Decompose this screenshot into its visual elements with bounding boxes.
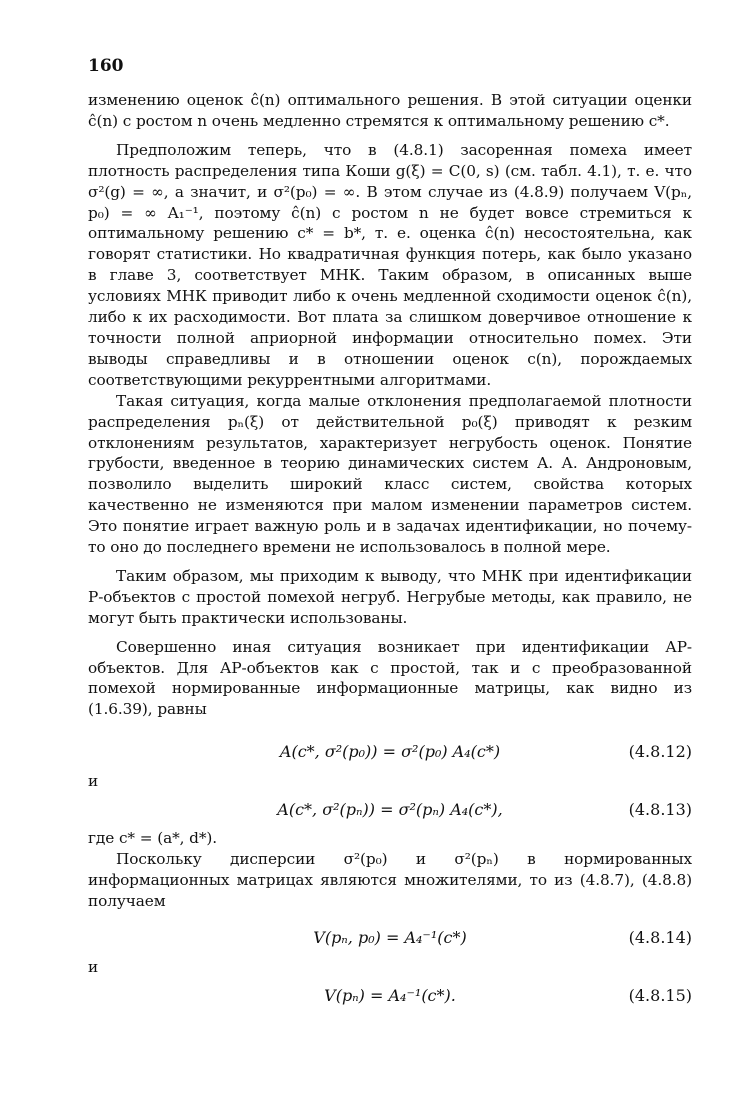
equation-number: (4.8.12): [628, 742, 692, 762]
conjunction: и: [88, 772, 99, 791]
equation-4-8-15: [88, 984, 692, 1008]
equation-4-8-14: [88, 926, 692, 950]
equation-text: A(c*, σ²(p₀)) = σ²(p₀) A₄(c*): [279, 742, 501, 762]
where-line: где c* = (a*, d*).: [88, 829, 218, 848]
equation-number: (4.8.13): [628, 800, 692, 820]
paragraph-1: изменению оценок ĉ(n) оптимального решения. В этой ситуации оценки ĉ(n) с ростом n очень медленно стремятся к оптимальному решению c*.: [88, 91, 692, 130]
equation-text: V(pₙ, p₀) = A₄⁻¹(c*): [313, 927, 467, 947]
equation-4-8-12: [88, 740, 692, 764]
paragraph-5: Совершенно иная ситуация возникает при идентификации АР-объектов. Для АР-объектов как с простой, так и с преобразованной помехой нормированные информационные матрицы, как видно из (1.6.39), равны: [88, 637, 692, 719]
equation-number: (4.8.14): [628, 927, 692, 947]
equation-text: A(c*, σ²(pₙ)) = σ²(pₙ) A₄(c*),: [277, 800, 503, 820]
page: [88, 54, 692, 1014]
page-number: 160: [88, 56, 124, 76]
conjunction: и: [88, 957, 99, 976]
equation-4-8-13: [88, 798, 692, 822]
paragraph-3: Такая ситуация, когда малые отклонения предполагаемой плотности распределения pₙ(ξ) от действительной p₀(ξ) приводят к резким отклонениям результатов, характеризует негрубость оценок. Понятие грубости, введенное в теорию динамических систем А. А. Андроновым, позволило выделить широкий класс систем, свойства которых качественно не изменяются при малом изменении параметров систем. Это понятие играет важную роль и в задачах идентификации, но почему-то оно до последнего времени не использовалось в полной мере.: [88, 391, 692, 557]
paragraph-2: Предположим теперь, что в (4.8.1) засоренная помеха имеет плотность распределения типа Коши g(ξ) = C(0, s) (см. табл. 4.1), т. е. что σ²(g) = ∞, а значит, и σ²(p₀) = ∞. В этом случае из (4.8.9) получаем V(pₙ, p₀) = ∞ A₁⁻¹, поэтому ĉ(n) с ростом n не будет вовсе стремиться к оптимальному решению c* = b*, т. е. оценка ĉ(n) несостоятельна, как говорят статистики. Но квадратичная функция потерь, как было указано в главе 3, соответствует МНК. Таким образом, в описанных выше условиях МНК приводит либо к очень медленной сходимости оценок ĉ(n), либо к их расходимости. Вот плата за слишком доверчивое отношение к точности полной априорной информации относительно помех. Эти выводы справедливы и в отношении оценок c(n), порождаемых соответствующими рекуррентными алгоритмами.: [88, 140, 692, 389]
paragraph-6: Поскольку дисперсии σ²(p₀) и σ²(pₙ) в нормированных информационных матрицах являются множителями, то из (4.8.7), (4.8.8) получаем: [88, 850, 692, 910]
equation-text: V(pₙ) = A₄⁻¹(c*).: [324, 985, 456, 1005]
paragraph-4: Таким образом, мы приходим к выводу, что МНК при идентификации Р-объектов с простой помехой негруб. Негрубые методы, как правило, не могут быть практически использованы.: [88, 566, 692, 627]
equation-number: (4.8.15): [628, 985, 692, 1005]
